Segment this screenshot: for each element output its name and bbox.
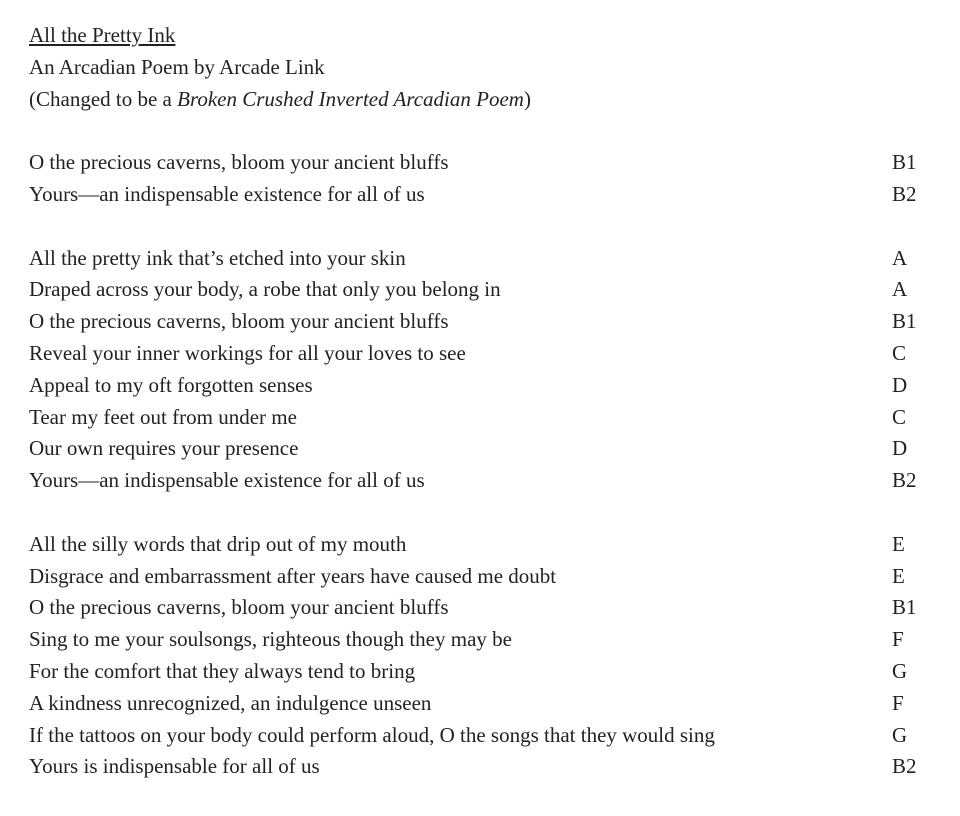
rhyme-label: B1 xyxy=(892,150,917,175)
verse-text: Tear my feet out from under me xyxy=(29,404,297,429)
verse-text: Sing to me your soulsongs, righteous though they may be xyxy=(29,627,512,652)
stanza-1 xyxy=(29,147,929,211)
verse-line xyxy=(29,433,929,465)
rhyme-label: D xyxy=(892,372,908,397)
verse-line xyxy=(29,720,929,752)
rhyme-label: A xyxy=(892,245,908,270)
note-prefix: (Changed to be a xyxy=(29,86,178,111)
rhyme-label: C xyxy=(892,404,907,429)
note-form-name: Broken Crushed Inverted Arcadian Poem xyxy=(177,86,524,111)
rhyme-label: E xyxy=(892,563,905,588)
verse-line xyxy=(29,561,929,593)
rhyme-label: F xyxy=(892,690,904,715)
verse-line xyxy=(29,338,929,370)
rhyme-label: F xyxy=(892,627,904,652)
stanza-2 xyxy=(29,243,929,497)
verse-text: Yours—an indispensable existence for all of us xyxy=(29,468,425,493)
verse-text: A kindness unrecognized, an indulgence unseen xyxy=(29,690,432,715)
poem-title: All the Pretty Ink xyxy=(29,23,176,47)
verse-text: O the precious caverns, bloom your ancient bluffs xyxy=(29,309,449,334)
verse-text: For the comfort that they always tend to bring xyxy=(29,658,416,683)
verse-text: O the precious caverns, bloom your ancient bluffs xyxy=(29,595,449,620)
verse-line xyxy=(29,592,929,624)
verse-text: Appeal to my oft forgotten senses xyxy=(29,372,313,397)
verse-text: All the pretty ink that’s etched into your skin xyxy=(29,245,406,270)
verse-text: Reveal your inner workings for all your loves to see xyxy=(29,340,466,365)
verse-text: O the precious caverns, bloom your ancient bluffs xyxy=(29,150,449,175)
verse-line xyxy=(29,529,929,561)
rhyme-label: B1 xyxy=(892,595,917,620)
verse-line xyxy=(29,179,929,211)
rhyme-label: D xyxy=(892,436,908,461)
note-suffix: ) xyxy=(523,86,531,111)
verse-line xyxy=(29,243,929,275)
stanza-3 xyxy=(29,529,929,783)
verse-line xyxy=(29,624,929,656)
verse-text: Our own requires your presence xyxy=(29,436,299,461)
rhyme-label: G xyxy=(892,722,908,747)
verse-line xyxy=(29,306,929,338)
poem-form-note xyxy=(29,84,929,116)
poem-byline: An Arcadian Poem by Arcade Link xyxy=(29,54,325,79)
verse-line xyxy=(29,370,929,402)
stanza-gap xyxy=(29,115,929,147)
rhyme-label: E xyxy=(892,531,905,556)
verse-line xyxy=(29,402,929,434)
verse-text: Yours—an indispensable existence for all of us xyxy=(29,181,425,206)
verse-text: Draped across your body, a robe that only you belong in xyxy=(29,277,501,302)
verse-text: Disgrace and embarrassment after years have caused me doubt xyxy=(29,563,557,588)
verse-line xyxy=(29,147,929,179)
rhyme-label: C xyxy=(892,340,907,365)
verse-line xyxy=(29,465,929,497)
poem-document xyxy=(29,20,929,783)
verse-line xyxy=(29,688,929,720)
poem-body xyxy=(29,115,929,783)
stanza-gap xyxy=(29,497,929,529)
rhyme-label: G xyxy=(892,658,908,683)
rhyme-label: B2 xyxy=(892,468,917,493)
rhyme-label: A xyxy=(892,277,908,302)
rhyme-label: B2 xyxy=(892,181,917,206)
verse-text: All the silly words that drip out of my mouth xyxy=(29,531,407,556)
verse-text: If the tattoos on your body could perform aloud, O the songs that they would sing xyxy=(29,722,715,747)
rhyme-label: B2 xyxy=(892,754,917,779)
verse-line xyxy=(29,274,929,306)
verse-line xyxy=(29,656,929,688)
stanza-gap xyxy=(29,211,929,243)
verse-line xyxy=(29,751,929,783)
rhyme-label: B1 xyxy=(892,309,917,334)
verse-text: Yours is indispensable for all of us xyxy=(29,754,320,779)
